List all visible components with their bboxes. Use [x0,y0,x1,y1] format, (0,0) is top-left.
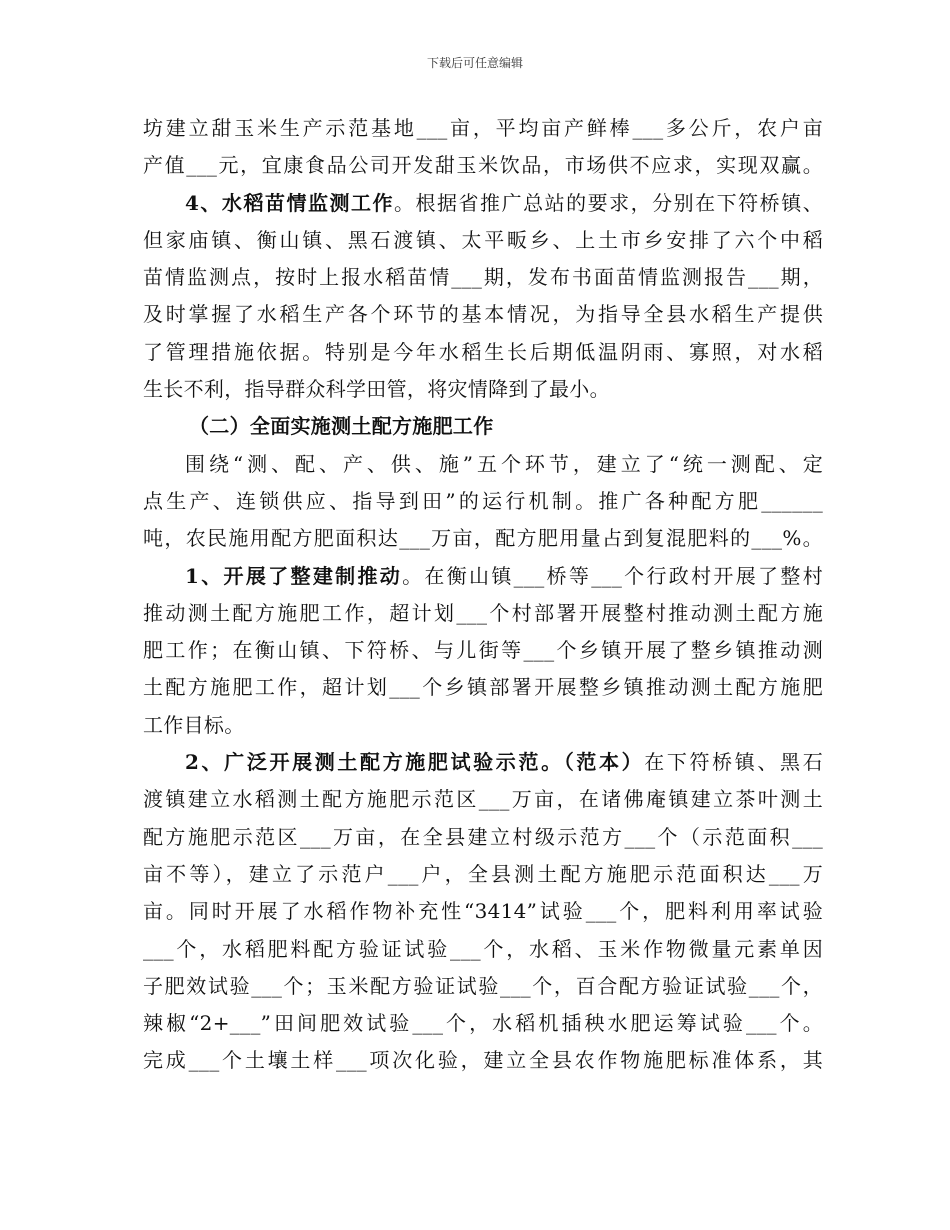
text-span: 亩。同时开展了水稻作物补充性“3414”试验___个，肥料利用率试验 [143,899,823,924]
text-span: 配方施肥示范区___万亩，在全县建立村级示范方___个（示范面积___ [143,824,823,849]
text-span: 苗情监测点，按时上报水稻苗情___期，发布书面苗情监测报告___期， [143,265,823,290]
text-span: 推动测土配方施肥工作，超计划___个村部署开展整村推动测土配方施 [143,600,823,625]
text-line [143,781,823,818]
text-line [143,744,823,781]
text-span: 辣椒“2+___”田间肥效试验___个，水稻机插秧水肥运筹试验___个。 [143,1011,823,1036]
section-heading: 2、广泛开展测土配方施肥试验示范。（范本） [185,750,645,775]
text-span: 子肥效试验___个；玉米配方验证试验___个，百合配方验证试验___个， [143,973,823,998]
text-span: 坊建立甜玉米生产示范基地___亩，平均亩产鲜棒___多公斤，农户亩 [143,116,823,140]
page-header: 下载后可任意编辑 [426,56,523,70]
text-line [143,483,823,520]
text-line [143,259,823,296]
text-line [143,856,823,893]
text-span: 围绕“测、配、产、供、施”五个环节，建立了“统一测配、定 [185,451,823,476]
text-span: 点生产、连锁供应、指导到田”的运行机制。推广各种配方肥______ [143,488,823,513]
text-line [143,893,823,930]
text-span: 在下符桥镇、黑石 [644,750,823,775]
text-line [143,185,823,222]
text-line [143,147,823,184]
document-body [143,110,823,1080]
text-line [143,408,823,445]
text-span: 吨，农民施用配方肥面积达___万亩，配方肥用量占到复混肥料的___%。 [143,526,823,551]
text-line [143,931,823,968]
text-line [143,595,823,632]
text-line [143,669,823,706]
section-heading: （二）全面实施测土配方施肥工作 [189,414,494,439]
text-span: 完成___个土壤土样___项次化验，建立全县农作物施肥标准体系，其 [143,1048,823,1073]
text-span: 。根据省推广总站的要求，分别在下符桥镇、 [394,190,823,215]
text-line [143,707,823,744]
section-heading: 1、开展了整建制推动 [185,563,403,588]
text-span: 亩不等），建立了示范户___户，全县测土配方施肥示范面积达___万 [143,861,823,886]
text-line [143,371,823,408]
text-span: 肥工作；在衡山镇、下符桥、与儿街等___个乡镇开展了整乡镇推动测 [143,638,823,663]
text-span: 生长不利，指导群众科学田管，将灾情降到了最小。 [143,377,610,402]
text-line [143,296,823,333]
text-line [143,1005,823,1042]
text-span: 但家庙镇、衡山镇、黑石渡镇、太平畈乡、上土市乡安排了六个中稻 [143,227,823,252]
text-span: 了管理措施依据。特别是今年水稻生长后期低温阴雨、寡照，对水稻 [143,339,823,364]
text-span: 土配方施肥工作，超计划___个乡镇部署开展整乡镇推动测土配方施肥 [143,675,823,700]
text-line [143,558,823,595]
text-span: ___个，水稻肥料配方验证试验___个，水稻、玉米作物微量元素单因 [143,936,823,961]
text-line [143,968,823,1005]
text-line [143,819,823,856]
text-span: 产值___元，宜康食品公司开发甜玉米饮品，市场供不应求，实现双赢。 [143,153,823,178]
section-heading: 4、水稻苗情监测工作 [185,190,395,215]
text-line [143,632,823,669]
text-line [143,1042,823,1079]
text-line [143,520,823,557]
text-line [143,222,823,259]
text-line [143,334,823,371]
text-line [143,110,823,147]
text-span: 。在衡山镇___桥等___个行政村开展了整村 [402,563,823,588]
text-span: 工作目标。 [143,712,245,737]
text-span: 渡镇建立水稻测土配方施肥示范区___万亩，在诸佛庵镇建立茶叶测土 [143,787,823,812]
text-line [143,446,823,483]
text-span: 及时掌握了水稻生产各个环节的基本情况，为指导全县水稻生产提供 [143,302,823,327]
